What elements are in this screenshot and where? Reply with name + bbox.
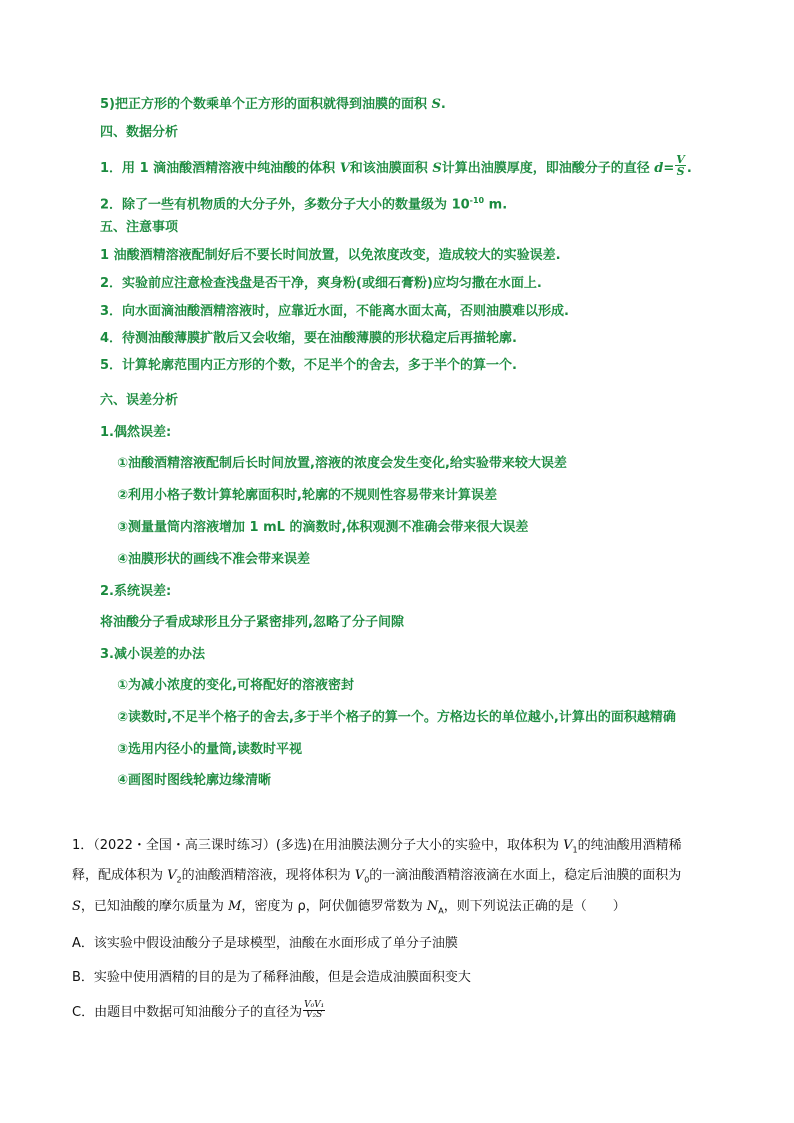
reduce-error-1: ①为减小浓度的变化,可将配好的溶液密封 [117,678,354,693]
precaution-2: 2．实验前应注意检查浅盘是否干净，爽身粉(或细石膏粉)应均匀撒在水面上. [100,276,542,291]
random-error-heading: 1.偶然误差: [100,425,172,440]
random-error-3: ③测量量筒内溶液增加 1 mL 的滴数时,体积观测不准确会带来很大误差 [117,520,529,535]
heading-error-analysis: 六、误差分析 [100,393,179,408]
option-c: C．由题目中数据可知油酸分子的直径为 $\frac{\text{V₀V₁}}{\text{V₂S}}$ [72,1000,325,1020]
reduce-error-3: ③选用内径小的量筒,读数时平视 [117,742,302,757]
precaution-4: 4．待测油酸薄膜扩散后又会收缩，要在油酸薄膜的形状稳定后再描轮廓. [100,331,517,346]
precaution-5: 5．计算轮廓范围内正方形的个数，不足半个的舍去，多于半个的算一个. [100,358,517,373]
question-line-3: S，已知油酸的摩尔质量为 M，密度为 ρ，阿伏伽德罗常数为 $N_A$，则下列说法正确的是（ ） [72,899,626,916]
system-error-1: 将油酸分子看成球形且分子紧密排列,忽略了分子间隙 [100,615,404,630]
precaution-1: 1 油酸酒精溶液配制好后不要长时间放置，以免浓度改变，造成较大的实验误差. [100,248,561,263]
reduce-error-2: ②读数时,不足半个格子的舍去,多于半个格子的算一个。方格边长的单位越小,计算出的面积越精确 [117,710,676,725]
random-error-1: ①油酸酒精溶液配制后长时间放置,溶液的浓度会发生变化,给实验带来较大误差 [117,456,567,471]
system-error-heading: 2.系统误差: [100,584,172,599]
random-error-2: ②利用小格子数计算轮廓面积时,轮廓的不规则性容易带来计算误差 [117,488,497,503]
option-a: A．该实验中假设油酸分子是球模型，油酸在水面形成了单分子油膜 [72,936,458,951]
data-analysis-1: 1．用 1 滴油酸酒精溶液中纯油酸的体积 V和该油膜面积 S计算出油膜厚度，即油酸分子的直径 d= $\frac{V}{S}$ . [100,153,692,178]
question-line-2: 释，配成体积为 $V_2$的油酸酒精溶液，现将体积为 $V_0$的一滴油酸酒精溶液滴在水面上，稳定后油膜的面积为 [72,868,682,885]
thickness-fraction: $\frac{V}{S}$ [676,153,685,178]
diameter-fraction: $\frac{\text{V₀V₁}}{\text{V₂S}}$ [304,1000,325,1020]
random-error-4: ④油膜形状的画线不准会带来误差 [117,552,311,567]
reduce-error-heading: 3.减小误差的办法 [100,647,205,662]
option-b: B．实验中使用酒精的目的是为了稀释油酸，但是会造成油膜面积变大 [72,970,471,985]
data-analysis-2: 2．除了一些有机物质的大分子外，多数分子大小的数量级为 $10^{-10}$ m. [100,196,508,213]
heading-data-analysis: 四、数据分析 [100,125,179,140]
reduce-error-4: ④画图时图线轮廓边缘清晰 [117,773,272,788]
question-line-1: 1．（2022・全国・高三课时练习）(多选)在用油膜法测分子大小的实验中，取体积为 $V_1$的纯油酸用酒精稀 [72,838,682,855]
precaution-3: 3．向水面滴油酸酒精溶液时，应靠近水面，不能离水面太高，否则油膜难以形成. [100,304,569,319]
step-5-line: 5)把正方形的个数乘单个正方形的面积就得到油膜的面积 S. [100,97,446,112]
heading-precautions: 五、注意事项 [100,220,179,235]
